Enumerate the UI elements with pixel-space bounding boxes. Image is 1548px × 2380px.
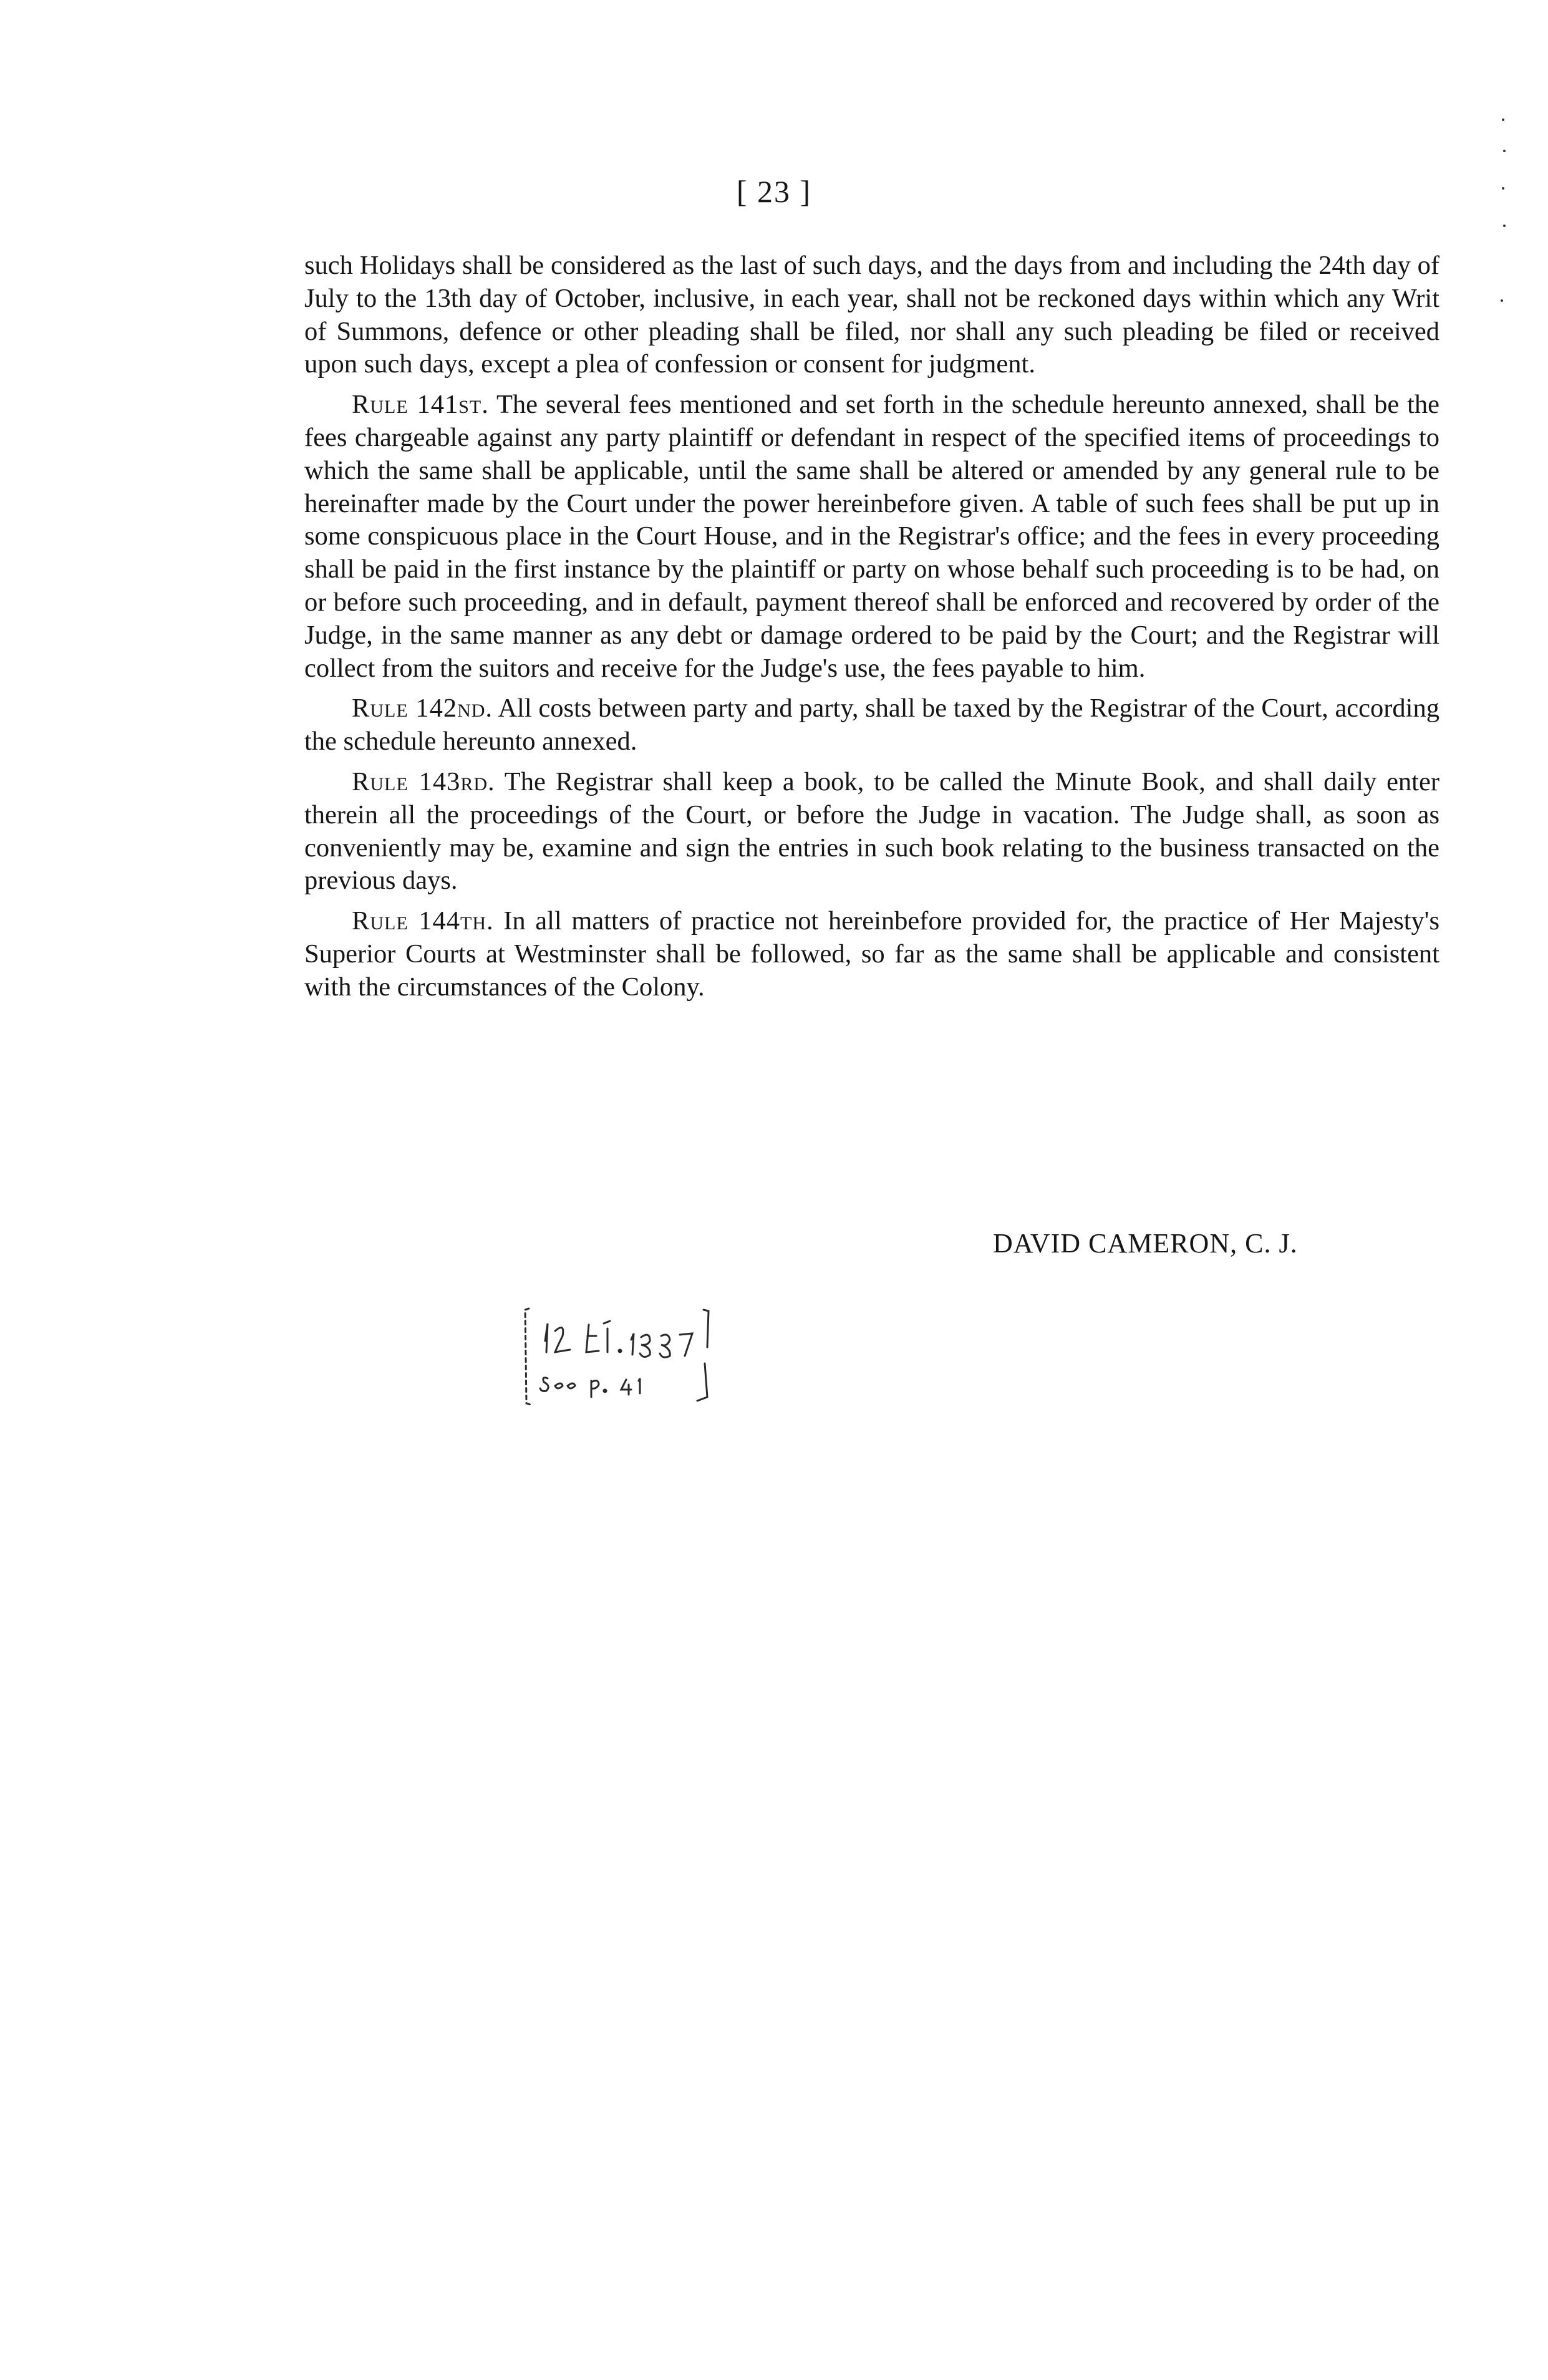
speck: [1503, 225, 1506, 227]
rule-144-heading: Rule 144th.: [352, 906, 494, 936]
rule-144-text: In all matters of practice not hereinbefore provided for, the practice of Her Majesty's Superior Courts at Westminster shall be followed, so far as the same shall be applicable and consistent with the circumstances of the Colony.: [304, 906, 1439, 1002]
rule-142-text: All costs between party and party, shall be taxed by the Registrar of the Court, according the schedule hereunto annexed.: [304, 694, 1439, 757]
speck: [1502, 187, 1504, 190]
rule-141-paragraph: [304, 389, 1439, 685]
rule-141-heading: Rule 141st.: [352, 390, 489, 420]
page-number: [ 23 ]: [736, 174, 812, 209]
rule-144-paragraph: [304, 905, 1439, 1004]
rule-143-heading: Rule 143rd.: [352, 767, 495, 796]
speck: [1502, 119, 1504, 121]
speck: [1501, 299, 1503, 302]
main-text: [304, 249, 1439, 1012]
rule-142-paragraph: [304, 692, 1439, 758]
continuation-paragraph: such Holidays shall be considered as the last of such days, and the days from and including the 24th day of July to the 13th day of October, inclusive, in each year, shall not be reckoned days within which any Writ of Summons, defence or other pleading shall be filed, nor shall any such pleading be filed or received upon such days, except a plea of confession or consent for judgment.: [304, 251, 1439, 379]
rule-141-text: The several fees mentioned and set forth in the schedule hereunto annexed, shall be the fees chargeable against any party plaintiff or defendant in respect of the specified items of proceedings to which the same shall be applicable, until the same shall be altered or amended by any general rule to be hereinafter made by the Court under the power hereinbefore given. A table of such fees shall be put up in some conspicuous place in the Court House, and in the Registrar's office; and the fees in every proceeding shall be paid in the first instance by the plaintiff or party on whose behalf such proceeding is to be had, on or before such proceeding, and in default, payment thereof shall be enforced and recovered by order of the Judge, in the same manner as any debt or damage ordered to be paid by the Court; and the Registrar will collect from the suitors and receive for the Judge's use, the fees payable to him.: [304, 390, 1439, 683]
rule-142-heading: Rule 142nd.: [352, 694, 493, 723]
speck: [1503, 150, 1506, 152]
handwritten-annotation-drawing: [516, 1304, 722, 1410]
rule-143-text: The Registrar shall keep a book, to be called the Minute Book, and shall daily enter therein all the proceedings of the Court, or before the Judge in vacation. The Judge shall, as soon as conveniently may be, examine and sign the entries in such book relating to the business transacted on the previous days.: [304, 767, 1440, 896]
handwritten-stamp: [516, 1304, 722, 1410]
margin-specks: [1498, 112, 1511, 331]
rule-143-paragraph: [304, 766, 1439, 897]
signature: DAVID CAMERON, C. J.: [993, 1228, 1298, 1259]
